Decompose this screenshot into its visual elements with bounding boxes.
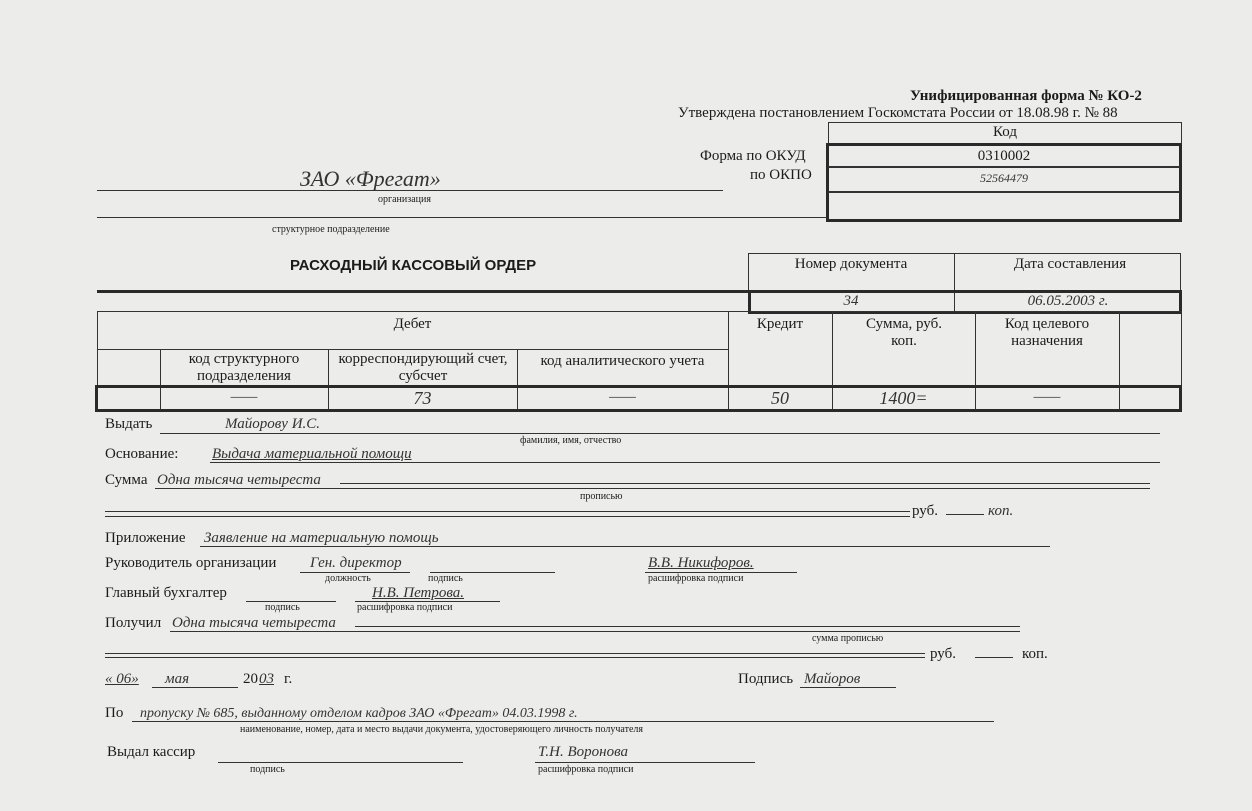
issue-caption: фамилия, имя, отчество — [520, 435, 622, 446]
kop-blank-line — [946, 514, 984, 515]
issue-label: Выдать — [105, 416, 153, 432]
appendix-value: Заявление на материальную помощь — [204, 530, 439, 546]
account-value: 73 — [413, 388, 432, 408]
sum-value: 1400= — [879, 388, 928, 408]
okud-value: 0310002 — [977, 148, 1031, 164]
doc-number-header: Номер документа — [794, 256, 908, 272]
organization-line — [97, 190, 723, 191]
received-strike-line-2 — [105, 653, 925, 654]
title-rule — [97, 290, 749, 293]
subdivision-line — [97, 217, 827, 218]
head-position: Ген. директор — [310, 555, 402, 571]
order-title: РАСХОДНЫЙ КАССОВЫЙ ОРДЕР — [290, 257, 537, 274]
sum-header: Сумма, руб. коп. — [866, 316, 942, 349]
credit-value: 50 — [771, 388, 789, 408]
head-label: Руководитель организации — [105, 555, 277, 571]
received-caption: сумма прописью — [812, 633, 884, 644]
target-code-value: —— — [1033, 389, 1061, 405]
okud-label: Форма по ОКУД — [700, 148, 806, 164]
head-decoding-caption: расшифровка подписи — [648, 573, 744, 584]
sum-kop-label: коп. — [988, 503, 1014, 519]
appendix-label: Приложение — [105, 530, 186, 546]
okpo-value: 52564479 — [980, 171, 1028, 185]
cashier-signature-caption: подпись — [250, 764, 285, 775]
okpo-label: по ОКПО — [750, 167, 812, 183]
signature-line — [800, 687, 896, 688]
organization-name: ЗАО «Фрегат» — [300, 166, 441, 191]
subdivision-caption: структурное подразделение — [272, 224, 390, 235]
sum-rub-label: руб. — [912, 503, 938, 519]
sum-line-2 — [105, 516, 910, 517]
organization-caption: организация — [378, 194, 431, 205]
basis-value: Выдача материальной помощи — [212, 446, 412, 462]
sum-label: Сумма — [105, 472, 148, 488]
received-value: Одна тысяча четыреста — [172, 615, 336, 631]
basis-line — [210, 462, 1160, 463]
analytic-code-value: —— — [609, 389, 636, 405]
received-strike-line — [355, 626, 1020, 627]
cashier-decoding-caption: расшифровка подписи — [538, 764, 634, 775]
analytic-code-header: код аналитического учета — [540, 353, 705, 369]
cashier-label: Выдал кассир — [107, 744, 196, 760]
by-label: По — [105, 705, 124, 721]
codes-divider — [828, 166, 1180, 168]
accountant-name: Н.В. Петрова. — [372, 585, 465, 601]
date-day: « 06» — [105, 671, 139, 687]
accountant-label: Главный бухгалтер — [105, 585, 227, 601]
by-caption: наименование, номер, дата и место выдачи документа, удостоверяющего личность получателя — [240, 724, 643, 735]
appendix-line — [200, 546, 1050, 547]
form-name: Унифицированная форма № КО-2 — [910, 88, 1142, 104]
sum-line — [155, 488, 1150, 489]
cashier-signature-line — [218, 762, 463, 763]
date-month: мая — [165, 671, 190, 687]
accountant-decoding-caption: расшифровка подписи — [357, 602, 453, 613]
by-line — [132, 721, 994, 722]
date-value: 06.05.2003 г. — [1027, 293, 1109, 309]
date-g: г. — [284, 671, 293, 687]
signature-label: Подпись — [738, 671, 794, 687]
sum-strike-line-2 — [105, 511, 910, 512]
target-code-header: Код целевого назначения — [1004, 316, 1090, 349]
signature-value: Майоров — [804, 671, 861, 687]
cashier-name-line — [535, 762, 755, 763]
sum-words-value: Одна тысяча четыреста — [157, 472, 321, 488]
issue-line — [160, 433, 1160, 434]
received-line — [170, 631, 1020, 632]
code-header: Код — [993, 124, 1017, 140]
struct-code-header: код структурного подразделения — [188, 351, 300, 384]
sum-caption: прописью — [580, 491, 623, 502]
date-year-prefix: 20 — [243, 671, 258, 687]
debit-header: Дебет — [393, 316, 432, 332]
accountant-signature-caption: подпись — [265, 602, 300, 613]
sum-strike-line — [340, 483, 1150, 484]
codes-divider — [828, 191, 1180, 193]
head-name: В.В. Никифоров. — [648, 555, 754, 571]
received-kop-blank — [975, 657, 1013, 658]
doc-number-value: 34 — [843, 293, 859, 309]
received-kop-label: коп. — [1022, 646, 1048, 662]
date-month-line — [152, 687, 238, 688]
date-header: Дата составления — [1013, 256, 1127, 272]
received-line-2 — [105, 657, 925, 658]
account-header: корреспондирующий счет, субсчет — [338, 351, 508, 384]
issue-value: Майорову И.С. — [225, 416, 321, 432]
struct-code-value: —— — [230, 389, 258, 405]
cashier-name: Т.Н. Воронова — [538, 744, 628, 760]
approval-note: Утверждена постановлением Госкомстата России от 18.08.98 г. № 88 — [678, 105, 1118, 121]
received-rub-label: руб. — [930, 646, 956, 662]
position-caption: должность — [325, 573, 371, 584]
date-year-suffix: 03 — [259, 671, 274, 687]
by-value: пропуску № 685, выданному отделом кадров ЗАО «Фрегат» 04.03.1998 г. — [140, 706, 578, 721]
received-label: Получил — [105, 615, 162, 631]
debit-subheader-line — [97, 349, 728, 350]
head-signature-caption: подпись — [428, 573, 463, 584]
credit-header: Кредит — [756, 316, 804, 332]
basis-label: Основание: — [105, 446, 179, 462]
